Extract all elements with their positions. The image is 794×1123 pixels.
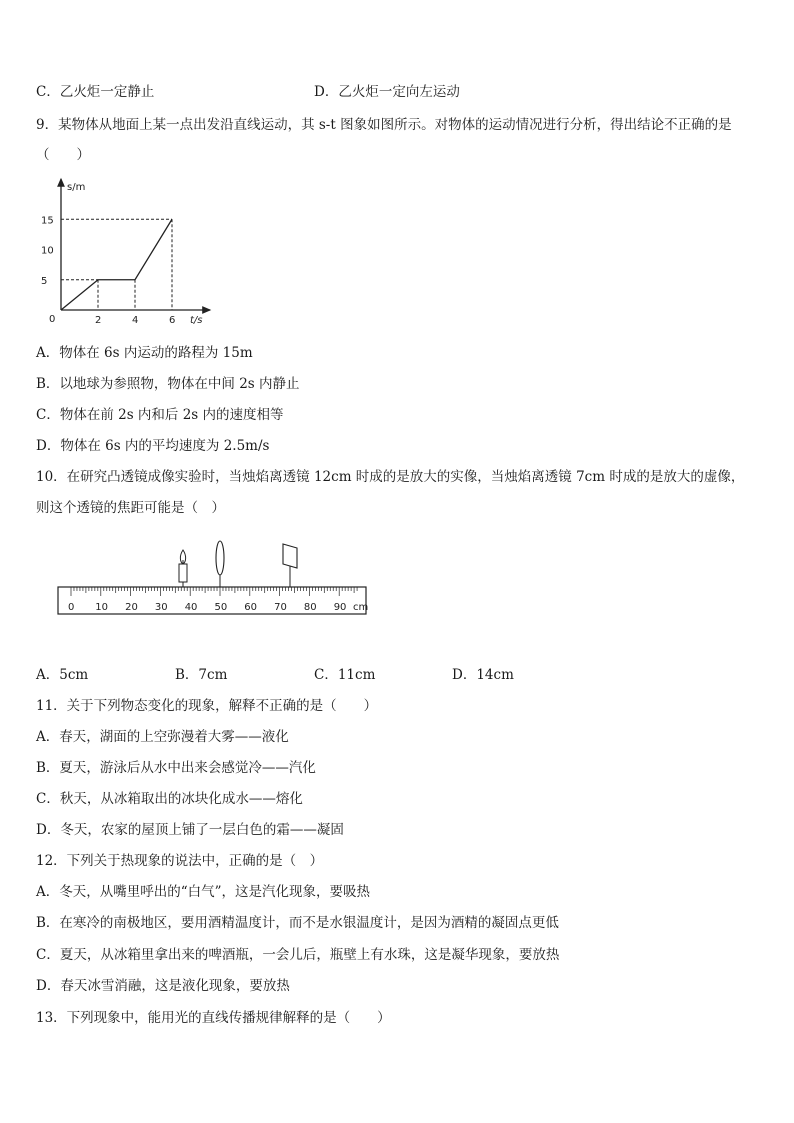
q11-option-a: A．春天，湖面的上空弥漫着大雾——液化 (36, 729, 289, 745)
ruler-label: 90 (333, 602, 347, 613)
q11-option-d: D．冬天，农家的屋顶上铺了一层白色的霜——凝固 (36, 822, 344, 838)
q10-stem-line1: 10．在研究凸透镜成像实验时，当烛焰离透镜 12cm 时成的是放大的实像，当烛焰离透镜 7cm 时成的是放大的虚像， (36, 469, 745, 485)
q8-option-d: D．乙火炬一定向左运动 (314, 84, 460, 100)
q10-option-d: D．14cm (452, 667, 514, 683)
q10-option-c: C．11cm (314, 667, 376, 683)
ruler-label: 30 (154, 602, 168, 613)
x-tick-label: 2 (95, 315, 102, 326)
q12-option-c: C．夏天，从冰箱里拿出来的啤酒瓶，一会儿后，瓶壁上有水珠，这是凝华现象，要放热 (36, 947, 560, 963)
q8-option-c: C．乙火炬一定静止 (36, 84, 155, 100)
q10-option-b: B．7cm (175, 667, 228, 683)
q11-option-c: C．秋天，从冰箱取出的冰块化成水——熔化 (36, 791, 303, 807)
ruler-unit: cm (353, 602, 369, 613)
candle (179, 550, 187, 587)
q11-option-b: B．夏天，游泳后从水中出来会感觉冷——汽化 (36, 760, 316, 776)
y-tick-label: 5 (41, 275, 48, 287)
q9-option-a: A．物体在 6s 内运动的路程为 15m (36, 345, 253, 361)
y-axis-label: s/m (67, 182, 86, 193)
x-tick-label: 4 (132, 315, 139, 326)
q10-optical-bench (50, 520, 380, 630)
ruler-label: 60 (244, 602, 258, 613)
q9-stem-line1: 9．某物体从地面上某一点出发沿直线运动，其 s-t 图象如图所示。对物体的运动情况进行分析，得出结论不正确的是 (36, 117, 732, 133)
q9-option-b: B．以地球为参照物，物体在中间 2s 内静止 (36, 376, 300, 392)
x-axis-label: t/s (190, 315, 203, 326)
q12-option-a: A．冬天，从嘴里呼出的“白气”，这是汽化现象，要吸热 (36, 884, 371, 900)
q12-option-b: B．在寒冷的南极地区，要用酒精温度计，而不是水银温度计，是因为酒精的凝固点更低 (36, 915, 559, 931)
screen (283, 544, 297, 587)
ruler-label: 40 (184, 602, 198, 613)
q10-stem-line2: 则这个透镜的焦距可能是（ ） (36, 500, 225, 516)
ruler-label: 80 (303, 602, 317, 613)
origin-label: 0 (49, 314, 56, 325)
ruler-label: 70 (274, 602, 287, 613)
ruler-label: 0 (68, 602, 75, 613)
ruler-label: 10 (95, 602, 109, 613)
x-tick-label: 6 (169, 315, 176, 326)
convex-lens (216, 541, 224, 587)
q11-stem: 11．关于下列物态变化的现象，解释不正确的是（ ） (36, 698, 378, 714)
q12-stem: 12．下列关于热现象的说法中，正确的是（ ） (36, 853, 324, 869)
q12-option-d: D．春天冰雪消融，这是液化现象，要放热 (36, 978, 290, 994)
q9-option-d: D．物体在 6s 内的平均速度为 2.5m/s (36, 438, 270, 454)
y-tick-label: 10 (41, 245, 54, 257)
q13-stem: 13．下列现象中，能用光的直线传播规律解释的是（ ） (36, 1010, 391, 1026)
ruler-label: 50 (214, 602, 228, 613)
ruler-label: 20 (125, 602, 138, 613)
st-line (61, 219, 172, 310)
y-tick-label: 15 (41, 215, 54, 227)
q9-option-c: C．物体在前 2s 内和后 2s 内的速度相等 (36, 407, 284, 423)
q9-st-graph (40, 172, 230, 332)
q10-option-a: A．5cm (36, 667, 89, 683)
q9-stem-line2: （ ） (36, 147, 90, 163)
